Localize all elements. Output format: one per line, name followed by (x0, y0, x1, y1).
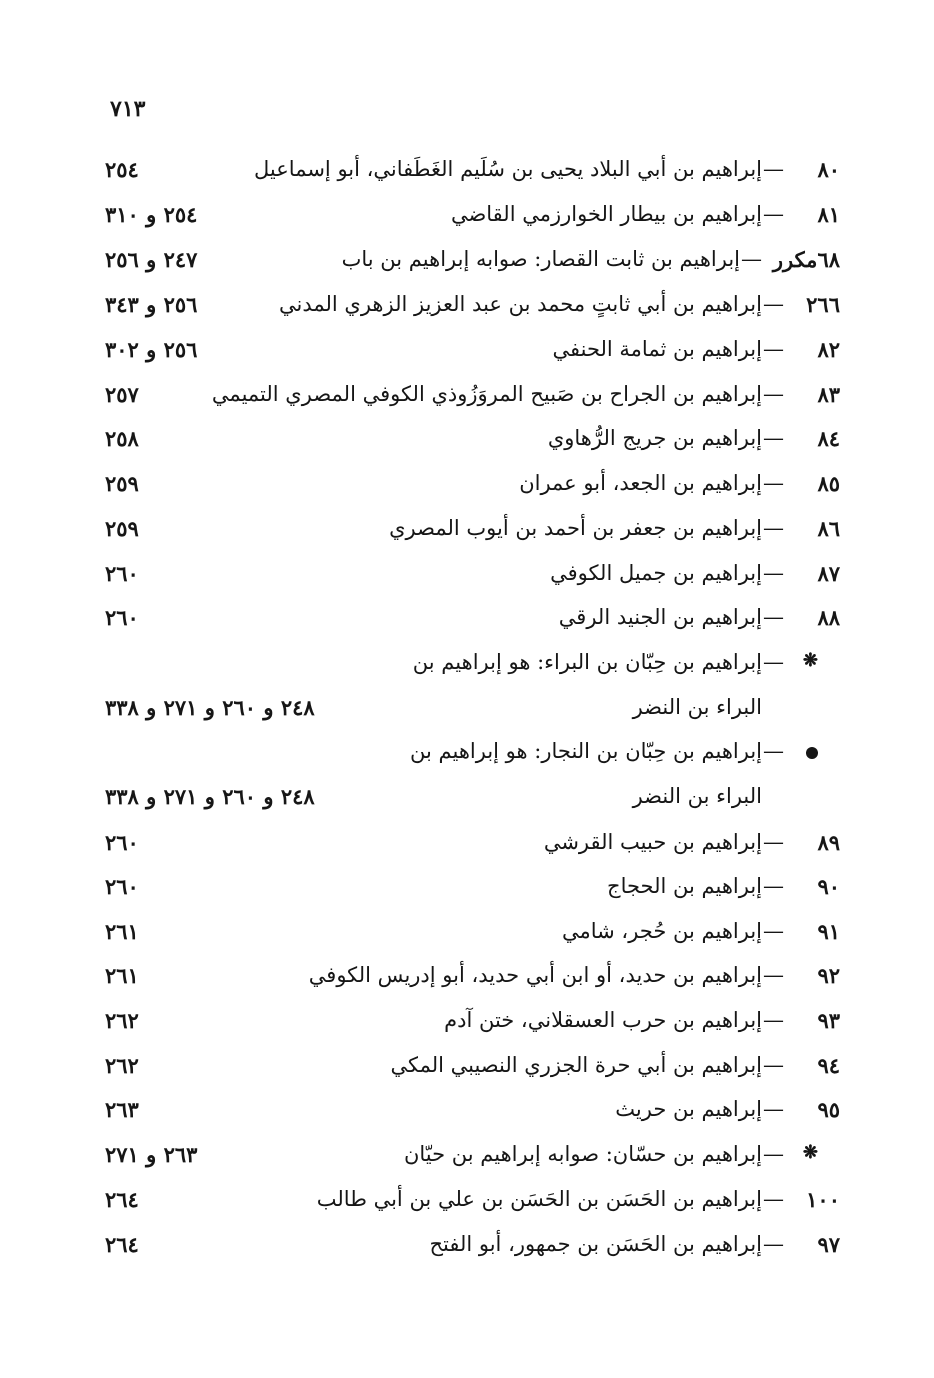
entry-continuation-row (105, 695, 840, 725)
entry-row (105, 516, 840, 546)
entry-dash: — (763, 963, 784, 987)
entry-dash: — (763, 292, 784, 316)
entry-row (105, 247, 840, 277)
entry-number: ٢٦٦ (806, 292, 840, 317)
entry-row (105, 874, 840, 904)
entry-name: إبراهيم بن حرب العسقلاني، ختن آدم (444, 1008, 762, 1032)
entry-row (105, 471, 840, 501)
entry-row (105, 963, 840, 993)
entry-name: إبراهيم بن الحجاج (607, 874, 762, 898)
entry-name: إبراهيم بن بيطار الخوارزمي القاضي (450, 202, 762, 226)
entry-continuation: البراء بن النضر (632, 695, 762, 719)
entry-dash: — (763, 919, 784, 943)
entry-number: ٨٦ (817, 516, 840, 541)
entry-number: ٩١ (817, 919, 840, 944)
entry-dash: — (763, 426, 784, 450)
entry-name: إبراهيم بن جميل الكوفي (550, 561, 762, 585)
entry-number: ٨٠ (817, 157, 840, 182)
entry-pages: ٢٦٠ (105, 830, 139, 855)
entry-pages: ٢٦٠ (105, 874, 139, 899)
entry-row (105, 650, 840, 680)
entry-dash: — (763, 1142, 784, 1166)
entry-row (105, 426, 840, 456)
entry-name: إبراهيم بن أبي ثابتٍ محمد بن عبد العزيز الزهري المدني (278, 292, 762, 316)
entry-name: إبراهيم بن ثمامة الحنفي (552, 337, 762, 361)
entry-number: ٨٨ (817, 605, 840, 630)
entry-row (105, 739, 840, 769)
entry-pages: ٢٥٦ و ٣٤٣ (105, 292, 198, 317)
entry-name: إبراهيم بن أبي حرة الجزري النصيبي المكي (390, 1053, 762, 1077)
entry-number: ٦٨مكرر (772, 247, 840, 272)
entry-name: إبراهيم بن الجراح بن صَبيح المروَزُوذي الكوفي المصري التميمي (211, 382, 762, 406)
entry-continuation-row (105, 784, 840, 814)
entry-pages: ٢٤٨ و ٢٦٠ و ٢٧١ و ٣٣٨ (105, 784, 315, 809)
entry-row (105, 561, 840, 591)
entry-pages: ٢٥٦ و ٣٠٢ (105, 337, 198, 362)
entry-pages: ٢٥٤ (105, 157, 139, 182)
entry-number: ٩٧ (817, 1232, 840, 1257)
entry-pages: ٢٦٣ (105, 1097, 139, 1122)
entry-pages: ٢٦٠ (105, 561, 139, 586)
entry-dash: — (763, 471, 784, 495)
entry-name: إبراهيم بن حريث (615, 1097, 762, 1121)
entry-dash: — (763, 1008, 784, 1032)
entry-number: ٩٢ (817, 963, 840, 988)
asterisk-marker: ❋ (802, 1142, 818, 1163)
entry-row (105, 292, 840, 322)
entry-dash: — (763, 650, 784, 674)
entry-number: ٨٤ (817, 426, 840, 451)
entry-dash: — (763, 337, 784, 361)
entry-pages: ٢٥٧ (105, 382, 139, 407)
entry-pages: ٢٤٧ و ٢٥٦ (105, 247, 198, 272)
entry-number: ٩٥ (817, 1097, 840, 1122)
entry-name: إبراهيم بن الجعد، أبو عمران (519, 471, 762, 495)
entry-row (105, 1232, 840, 1262)
entry-row (105, 1053, 840, 1083)
entry-row (105, 919, 840, 949)
entry-dash: — (763, 561, 784, 585)
entry-name: إبراهيم بن حسّان: صوابه إبراهيم بن حيّان (403, 1142, 762, 1166)
entry-number: ٩٠ (817, 874, 840, 899)
entry-pages: ٢٥٤ و ٣١٠ (105, 202, 198, 227)
entry-name: إبراهيم بن حبيب القرشي (543, 830, 762, 854)
entry-number: ١٠٠ (806, 1187, 840, 1212)
entry-name: إبراهيم بن جعفر بن أحمد بن أيوب المصري (389, 516, 762, 540)
entry-row (105, 157, 840, 187)
asterisk-marker: ❋ (802, 650, 818, 671)
entry-number: ٨٢ (817, 337, 840, 362)
entry-name: إبراهيم بن ثابت القصار: صوابه إبراهيم بن باب (341, 247, 740, 271)
entry-row (105, 1142, 840, 1172)
entry-dash: — (763, 202, 784, 226)
entry-name: إبراهيم بن الحَسَن بن الحَسَن بن علي بن أبي طالب (316, 1187, 762, 1211)
entry-row (105, 337, 840, 367)
entry-pages: ٢٥٨ (105, 426, 139, 451)
entry-name: إبراهيم بن حِبّان بن البراء: هو إبراهيم بن (412, 650, 762, 674)
entry-row (105, 830, 840, 860)
entry-pages: ٢٥٩ (105, 471, 139, 496)
entry-pages: ٢٦١ (105, 919, 139, 944)
entry-continuation: البراء بن النضر (632, 784, 762, 808)
entry-number: ٩٤ (817, 1053, 840, 1078)
entry-dash: — (763, 157, 784, 181)
entry-row (105, 605, 840, 635)
entry-pages: ٢٤٨ و ٢٦٠ و ٢٧١ و ٣٣٨ (105, 695, 315, 720)
entry-dash: — (741, 247, 762, 271)
entry-dash: — (763, 1053, 784, 1077)
entry-name: إبراهيم بن حديد، أو ابن أبي حديد، أبو إدريس الكوفي (308, 963, 762, 987)
entry-number: ٨٩ (817, 830, 840, 855)
entry-number: ٨٣ (817, 382, 840, 407)
entry-pages: ٢٦٤ (105, 1187, 139, 1212)
entry-row (105, 1097, 840, 1127)
entry-pages: ٢٦٣ و ٢٧١ (105, 1142, 198, 1167)
entry-name: إبراهيم بن جريج الرُّهاوي (547, 426, 762, 450)
entry-row (105, 202, 840, 232)
entry-pages: ٢٦٤ (105, 1232, 139, 1257)
entry-pages: ٢٦٠ (105, 605, 139, 630)
entry-dash: — (763, 605, 784, 629)
entry-name: إبراهيم بن الجنيد الرقي (558, 605, 762, 629)
entry-dash: — (763, 1187, 784, 1211)
entry-name: إبراهيم بن حِبّان بن النجار: هو إبراهيم بن (410, 739, 762, 763)
entry-number: ٨٧ (817, 561, 840, 586)
entry-dash: — (763, 382, 784, 406)
entry-dash: — (763, 830, 784, 854)
entry-row (105, 1187, 840, 1217)
entry-dash: — (763, 739, 784, 763)
entry-dash: — (763, 874, 784, 898)
entry-name: إبراهيم بن الحَسَن بن جمهور، أبو الفتح (429, 1232, 762, 1256)
entry-pages: ٢٦٢ (105, 1008, 139, 1033)
entry-pages: ٢٦١ (105, 963, 139, 988)
entry-dash: — (763, 516, 784, 540)
entry-pages: ٢٦٢ (105, 1053, 139, 1078)
entry-number: ٨١ (817, 202, 840, 227)
entry-dash: — (763, 1097, 784, 1121)
entry-pages: ٢٥٩ (105, 516, 139, 541)
entry-dash: — (763, 1232, 784, 1256)
entry-number: ٩٣ (817, 1008, 840, 1033)
entry-name: إبراهيم بن حُجر، شامي (562, 919, 762, 943)
entry-name: إبراهيم بن أبي البلاد يحيى بن سُلَيم الغَطَفاني، أبو إسماعيل (254, 157, 762, 181)
entry-row (105, 382, 840, 412)
entry-row (105, 1008, 840, 1038)
entry-number: ٨٥ (817, 471, 840, 496)
bullet-marker (806, 747, 818, 759)
page-number: ٧١٣ (110, 96, 146, 122)
